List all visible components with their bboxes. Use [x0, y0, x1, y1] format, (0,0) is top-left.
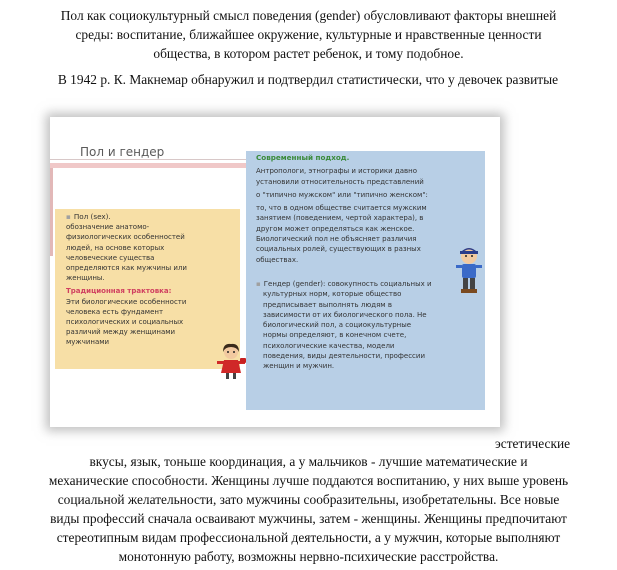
body-line: Биологический пол не объясняет различия	[256, 235, 417, 244]
sex-definition-box	[55, 209, 240, 369]
slide-image	[50, 117, 500, 427]
text-line: Пол как социокультурный смысл поведения (gender) обусловливают факторы внешней	[60, 8, 557, 23]
body-line: другом может определяться как женское.	[256, 224, 415, 233]
boy-figure-icon	[453, 245, 485, 295]
paragraph-3	[30, 452, 587, 566]
body-line: то, что в одном обществе считается мужским	[256, 204, 427, 213]
title-accent-bar	[50, 163, 260, 168]
gender-line: нормы определяют, в конечном счете,	[263, 331, 407, 340]
gender-line: биологический пол, а социокультурные	[263, 321, 412, 330]
title-rule	[50, 159, 260, 160]
gender-line: психологические качества, модели	[263, 341, 395, 350]
gender-line: зависимости от их биологического пола. Не	[263, 310, 427, 319]
body-line: обществах.	[256, 255, 299, 264]
traditional-line: различий между женщинами	[66, 328, 176, 337]
traditional-line: психологических и социальных	[66, 318, 184, 327]
definition-line: человеческие существа	[66, 253, 155, 262]
accent-vertical-bar	[50, 168, 53, 256]
definition-line: женщины.	[66, 274, 105, 283]
traditional-line: Эти биологические особенности	[66, 297, 187, 306]
gender-line: культурных норм, которые общество	[263, 290, 402, 299]
text-line: среды: воспитание, ближайшее окружение, культурные и нравственные ценности	[75, 27, 542, 42]
gender-line-text: Гендер (gender): совокупность социальных и	[263, 279, 432, 288]
intro-line: установили относительность представлений	[256, 177, 424, 186]
text-line: социальной желательности, зато мужчины сообразительны, изобретательны. Все новые	[57, 492, 560, 507]
text-line: виды профессий сначала осваивают мужчины, затем - женщины. Женщины предпочитают	[50, 511, 567, 526]
girl-figure-icon	[215, 342, 247, 380]
gender-line	[256, 279, 477, 289]
text-line: вкусы, язык, тоньше координация, а у мальчиков - лучшие математические и	[89, 454, 528, 469]
text-line: монотонную работу, возможны нервно-психические расстройства.	[118, 549, 499, 564]
traditional-line: мужчинами	[66, 338, 110, 347]
sex-term	[66, 212, 234, 222]
paragraph-1	[20, 6, 597, 63]
quote-line: о "типично мужском" или "типично женском":	[256, 190, 428, 199]
text-line: общества, в котором растет ребенок, и тому подобное.	[153, 46, 464, 61]
paragraph-3-lead: эстетические	[495, 436, 571, 451]
gender-definition-box	[246, 151, 485, 410]
definition-line: физиологических особенностей	[66, 233, 185, 242]
traditional-line: человека есть фундамент	[66, 307, 164, 316]
gender-line: предписывает выполнять людям в	[263, 300, 392, 309]
text-line: механические способности. Женщины лучше поддаются воспитанию, у них выше уровень	[48, 473, 569, 488]
modern-heading: Современный подход.	[256, 153, 350, 162]
definition-line: людей, на основе которых	[66, 243, 165, 252]
gender-line: женщин и мужчин.	[263, 362, 335, 371]
definition-line: определяются как мужчины или	[66, 264, 187, 273]
bullet-icon: ▪	[66, 212, 71, 221]
bullet-icon: ▪	[256, 279, 261, 288]
body-line: социальных ролей, существующих в разных	[256, 245, 421, 254]
gender-line: поведения, виды деятельности, профессии	[263, 352, 426, 361]
body-line: занятием (поведением, чертой характера), в	[256, 214, 424, 223]
definition-line: обозначение анатомо-	[66, 223, 150, 232]
slide-title: Пол и гендер	[80, 145, 165, 159]
text-line: стереотипным видам профессиональной деятельности, а у мужчин, которые выполняют	[56, 530, 561, 545]
intro-line: Антропологи, этнографы и историки давно	[256, 167, 418, 176]
traditional-heading: Традиционная трактовка:	[66, 287, 172, 296]
paragraph-2: В 1942 р. К. Макнемар обнаружил и подтвердил статистически, что у девочек развитые	[57, 72, 559, 87]
sex-term-label: Пол (sex).	[73, 212, 111, 221]
